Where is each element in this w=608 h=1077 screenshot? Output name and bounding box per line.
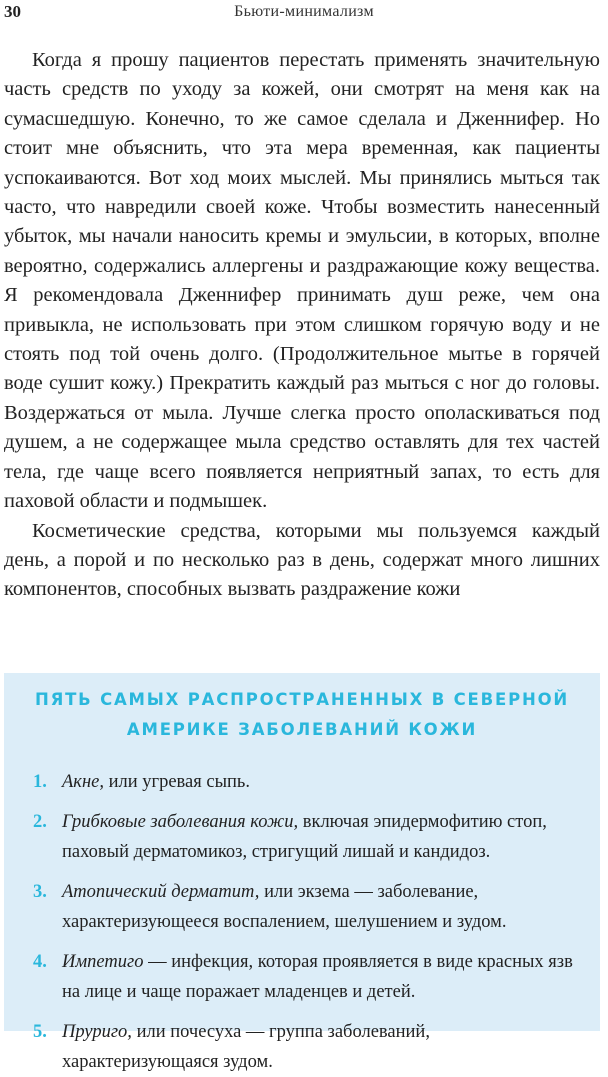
list-text: или угревая сыпь.	[103, 772, 250, 792]
list-term: Атопический дерматит,	[62, 882, 260, 902]
body-text	[4, 46, 600, 605]
disease-list	[4, 767, 600, 1077]
info-sidebar	[4, 673, 600, 1072]
list-term: Импетиго	[62, 952, 144, 972]
list-number: 4.	[33, 952, 47, 972]
list-term: Грибковые заболевания кожи,	[62, 812, 299, 832]
list-text: или экзема — заболевание, характеризующееся воспалением, шелушением и зудом.	[62, 882, 507, 932]
paragraph-2: Косметические средства, которыми мы пользуемся каждый день, а порой и по несколько раз в день, содержат много лишних компонентов, способных вызвать раздражение кожи	[4, 519, 600, 601]
page-header	[0, 0, 608, 28]
list-item	[33, 947, 584, 1007]
list-number: 1.	[33, 772, 47, 792]
list-number: 5.	[33, 1022, 47, 1042]
list-item	[33, 767, 584, 797]
sidebar-title: ПЯТЬ САМЫХ РАСПРОСТРАНЕННЫХ В СЕВЕРНОЙ АМЕРИКЕ ЗАБОЛЕВАНИЙ КОЖИ	[34, 690, 570, 739]
list-term: Акне,	[62, 772, 104, 792]
list-text: — инфекция, которая проявляется в виде красных язв на лице и чаще поражает младенцев и детей.	[62, 952, 573, 1002]
list-text: или почесуха — группа заболеваний, характеризующаяся зудом.	[62, 1022, 430, 1072]
list-number: 3.	[33, 882, 47, 902]
page-number: 30	[4, 2, 21, 21]
paragraph-1: Когда я прошу пациентов перестать применять значительную часть средств по уходу за кожей, они смотрят на меня как на сумасшедшую. Конечно, то же самое сделала и Дженнифер. Но стоит мне объяснить, что эта мера временная, как пациенты успокаиваются. Вот ход моих мыслей. Мы принялись мыться так часто, что навредили своей коже. Чтобы возместить нанесенный убыток, мы начали наносить кремы и эмульсии, в которых, вполне вероятно, содержались аллергены и раздражающие кожу вещества. Я рекомендовала Дженнифер принимать душ реже, чем она привыкла, не использовать при этом слишком горячую воду и не стоять под той очень долго. (Продолжительное мытье в горячей воде сушит кожу.) Прекратить каждый раз мыться с ног до головы. Воздержаться от мыла. Лучше слегка просто ополаскиваться под душем, а не содержащее мыла средство оставлять для тех частей тела, где чаще всего появляется неприятный запах, то есть для паховой области и подмышек.	[4, 49, 600, 513]
list-term: Пруриго,	[62, 1022, 132, 1042]
list-item	[33, 807, 584, 867]
list-item	[33, 877, 584, 937]
running-title: Бьюти-минимализм	[234, 3, 374, 20]
list-text: включая эпидермофитию стоп, паховый дерматомикоз, стригущий лишай и кандидоз.	[62, 812, 547, 862]
list-number: 2.	[33, 812, 47, 832]
list-item	[33, 1017, 584, 1077]
